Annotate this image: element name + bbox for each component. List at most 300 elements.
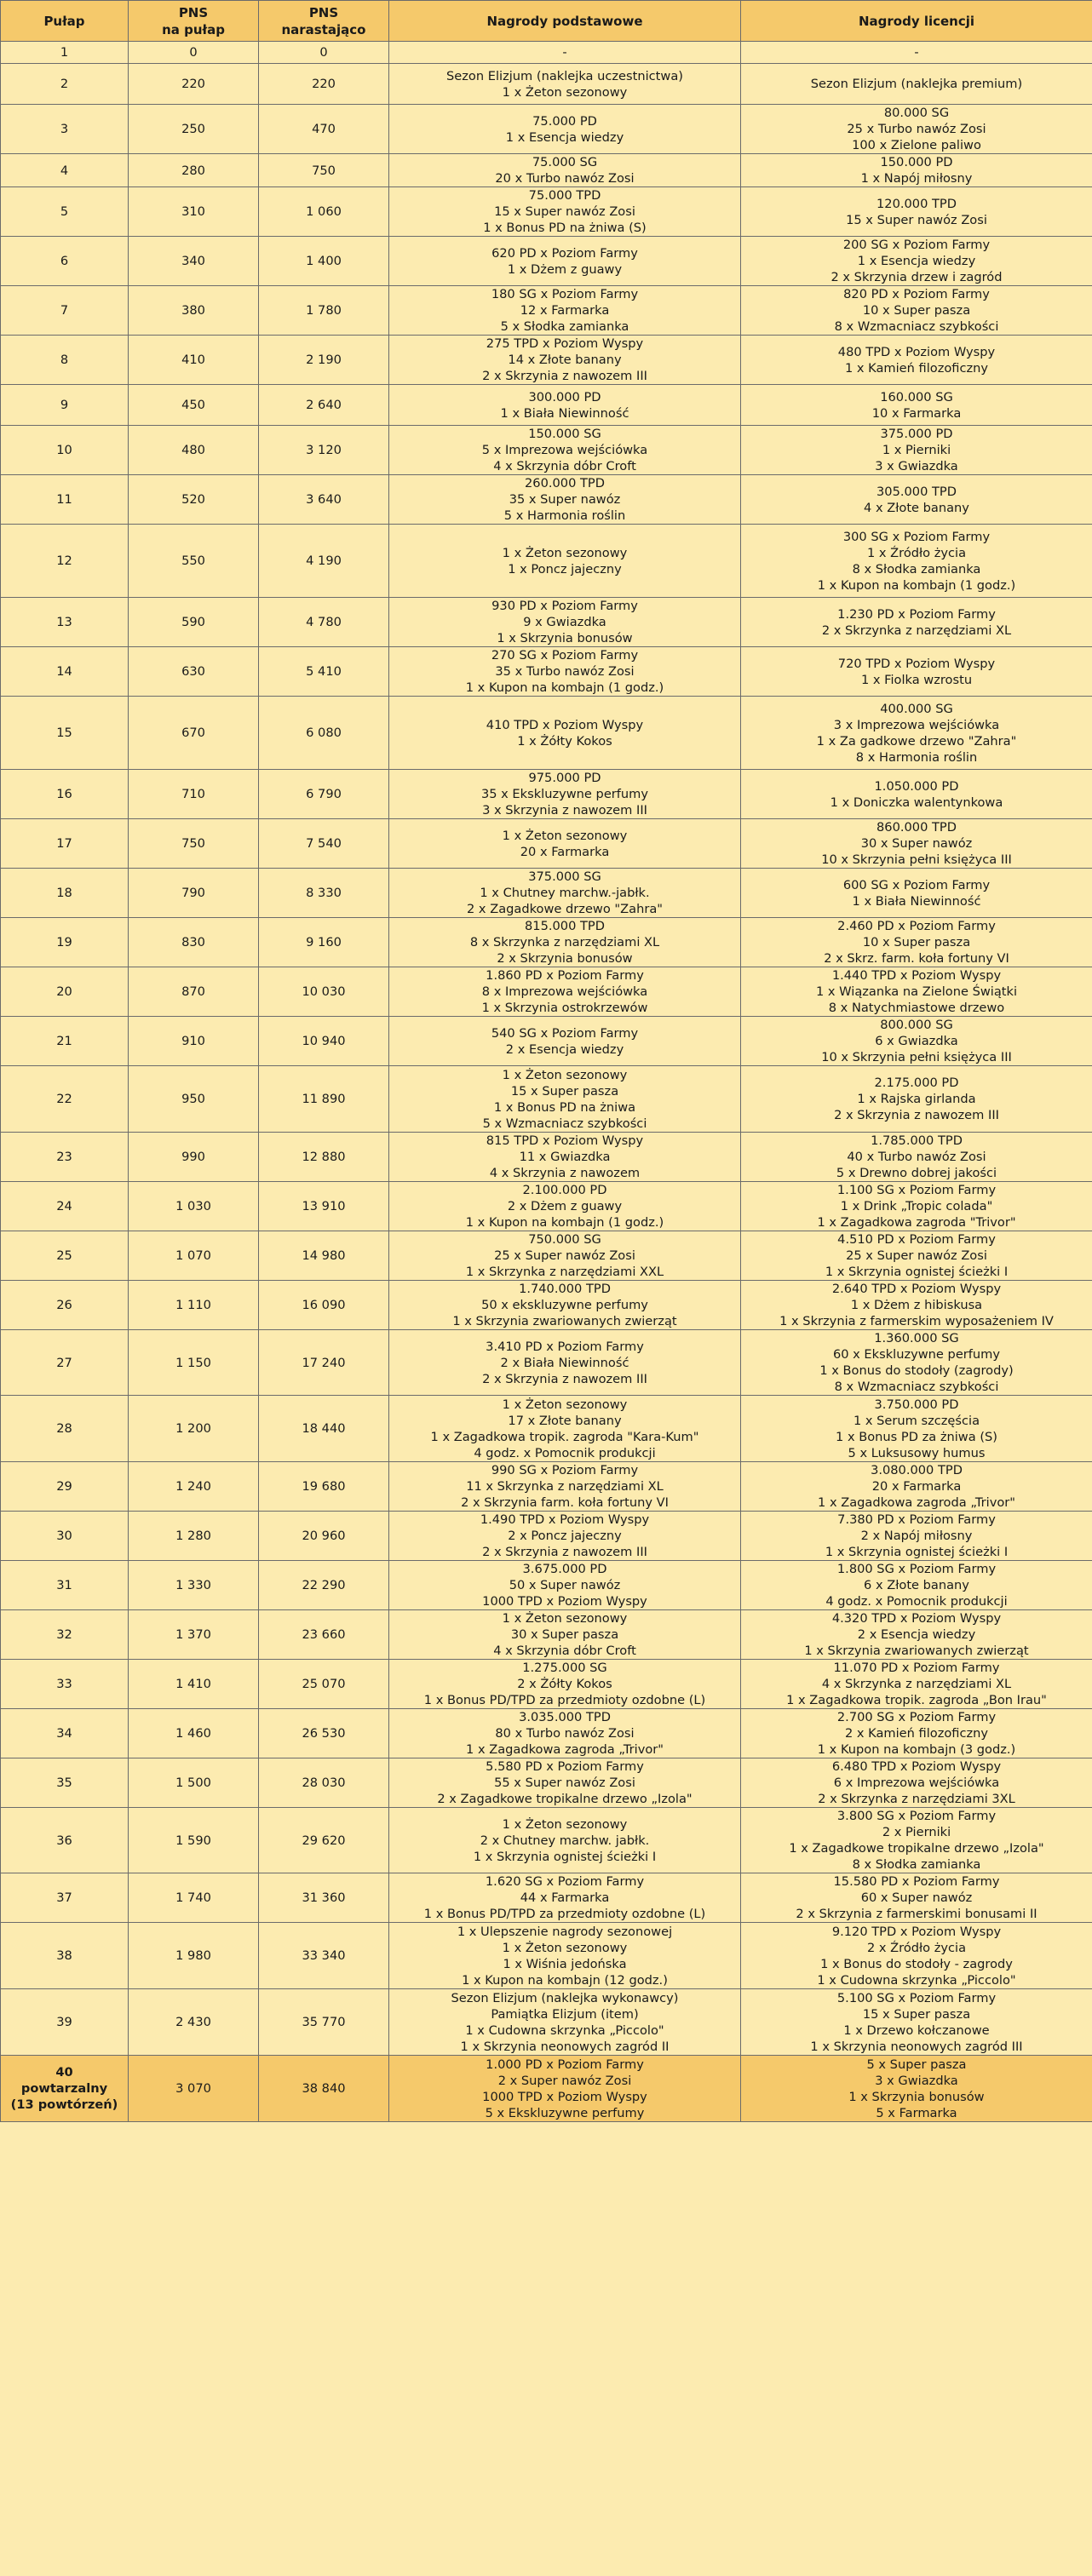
cell-pns-cumulative [259, 1281, 389, 1330]
cell-value: 13 910 [302, 1199, 346, 1213]
cell-pns-cumulative [259, 1017, 389, 1066]
cell-line: 8 x Skrzynka z narzędziami XL [469, 935, 660, 950]
cell-line: 2 x Zagadkowe tropikalne drzewo „Izola" [437, 1792, 693, 1806]
cell-pns-cumulative [259, 336, 389, 385]
header-license-rewards: Nagrody licencji [741, 1, 1092, 42]
cell-value: 380 [181, 303, 205, 318]
cell-line: 21 [56, 1034, 72, 1048]
table-row [1, 1462, 1092, 1512]
cell-line: 2 x Skrzynia z nawozem III [482, 369, 647, 383]
cell-license-rewards [741, 918, 1092, 967]
cell-pns-cumulative [259, 426, 389, 475]
cell-pns-cumulative [259, 598, 389, 647]
cell-value: 20 960 [302, 1529, 346, 1543]
cell-line: 480 TPD x Poziom Wyspy [837, 344, 996, 359]
cell-level [1, 1610, 129, 1660]
cell-line: 1.440 TPD x Poziom Wyspy [831, 968, 1002, 983]
cell-basic-rewards [389, 1989, 741, 2056]
cell-level [1, 770, 129, 819]
cell-line: 200 SG x Poziom Farmy [842, 238, 991, 252]
cell-line: 10 x Skrzynia pełni księżyca III [821, 852, 1012, 867]
cell-basic-rewards [389, 2056, 741, 2122]
cell-line: 36 [56, 1833, 72, 1848]
cell-line: 1 x Skrzynia zwariowanych zwierząt [452, 1314, 677, 1328]
cell-level [1, 336, 129, 385]
cell-basic-rewards [389, 1017, 741, 1066]
cell-basic-rewards [389, 385, 741, 426]
cell-line: 55 x Super nawóz Zosi [494, 1776, 635, 1790]
cell-line: 800.000 SG [880, 1018, 953, 1032]
cell-level [1, 1709, 129, 1758]
cell-pns-cumulative [259, 475, 389, 525]
cell-line: 80.000 SG [883, 106, 950, 120]
cell-line: 2 x Skrzynka z narzędziami XL [821, 622, 1012, 638]
cell-line: 1 x Skrzynia neonowych zagród III [810, 2039, 1023, 2054]
cell-license-rewards [741, 1281, 1092, 1330]
cell-value: 10 940 [302, 1034, 346, 1048]
cell-line: 30 x Super pasza [510, 1627, 619, 1642]
cell-pns-per-level [129, 1017, 259, 1066]
cell-license-rewards [741, 1017, 1092, 1066]
cell-license-rewards [741, 1660, 1092, 1709]
cell-line: 8 x Wzmacniacz szybkości [834, 319, 999, 334]
cell-line: 19 [56, 935, 72, 950]
cell-line: 5 [60, 204, 69, 219]
cell-level [1, 1066, 129, 1133]
cell-line: 3 x Gwiazdka [875, 459, 958, 473]
cell-line: 2 x Pierniki [882, 1825, 951, 1839]
cell-value: 250 [181, 122, 205, 136]
table-row [1, 770, 1092, 819]
table-row [1, 1873, 1092, 1923]
cell-line: 3 [60, 122, 69, 136]
cell-pns-cumulative [259, 869, 389, 918]
cell-line: 1 x Bonus PD/TPD za przedmioty ozdobne (L) [423, 1907, 706, 1921]
cell-line: 8 x Słodka zamianka [852, 561, 981, 577]
cell-value: 1 780 [306, 303, 342, 318]
cell-value: 25 070 [302, 1677, 346, 1691]
cell-line: 300.000 PD [528, 389, 601, 404]
cell-basic-rewards [389, 1660, 741, 1709]
cell-line: 1 x Serum szczęścia [853, 1413, 980, 1428]
table-row [1, 42, 1092, 64]
cell-level [1, 426, 129, 475]
cell-line: 750.000 SG [528, 1232, 601, 1247]
cell-value: 1 370 [175, 1627, 211, 1642]
cell-pns-cumulative [259, 64, 389, 105]
cell-line: 1 x Bonus PD za żniwa (S) [836, 1429, 997, 1444]
cell-value: 12 880 [302, 1150, 346, 1164]
table-row [1, 598, 1092, 647]
table-row [1, 1709, 1092, 1758]
cell-basic-rewards [389, 286, 741, 336]
cell-value: 870 [181, 984, 205, 999]
cell-line: 1000 TPD x Poziom Wyspy [482, 2089, 647, 2104]
cell-line: 5 x Farmarka [876, 2105, 957, 2120]
cell-basic-rewards [389, 1133, 741, 1182]
cell-line: 37 [56, 1890, 72, 1905]
cell-basic-rewards [389, 237, 741, 286]
cell-line: 120.000 TPD [876, 196, 957, 211]
cell-line: 1 x Skrzynia ostrokrzewów [481, 1001, 648, 1015]
cell-line: 2.100.000 PD [522, 1183, 607, 1197]
cell-value: 950 [181, 1092, 205, 1106]
cell-line: 11.070 PD x Poziom Farmy [833, 1661, 1000, 1675]
cell-line: 5 x Ekskluzywne perfumy [485, 2105, 645, 2120]
cell-value: 550 [181, 554, 205, 568]
cell-line: 1 x Za gadkowe drzewo "Zahra" [816, 733, 1017, 749]
cell-license-rewards [741, 154, 1092, 187]
cell-value: 1 400 [306, 254, 342, 268]
cell-pns-cumulative [259, 42, 389, 64]
cell-pns-per-level [129, 1610, 259, 1660]
cell-value: 3 070 [175, 2081, 211, 2096]
cell-value: 11 890 [302, 1092, 346, 1106]
cell-line: 8 x Imprezowa wejściówka [481, 984, 648, 999]
cell-line: 9 [60, 398, 69, 412]
cell-line: 1 x Skrzynka z narzędziami XXL [465, 1265, 664, 1279]
cell-line: 375.000 PD [880, 427, 953, 441]
cell-pns-per-level [129, 1989, 259, 2056]
cell-basic-rewards [389, 819, 741, 869]
cell-value: 9 160 [306, 935, 342, 950]
cell-value: 31 360 [302, 1890, 346, 1905]
cell-license-rewards [741, 1989, 1092, 2056]
cell-value: 28 030 [302, 1776, 346, 1790]
cell-line: 1.275.000 SG [522, 1661, 607, 1675]
table-row [1, 1610, 1092, 1660]
cell-value: 19 680 [302, 1479, 346, 1494]
cell-level [1, 1330, 129, 1396]
cell-line: 930 PD x Poziom Farmy [491, 599, 638, 613]
cell-line: 30 x Super nawóz [860, 836, 973, 851]
cell-line: 25 [56, 1248, 72, 1263]
cell-license-rewards [741, 1610, 1092, 1660]
cell-value: 5 410 [306, 664, 342, 679]
cell-level [1, 819, 129, 869]
cell-line: 23 [56, 1150, 72, 1164]
cell-line: 13 [56, 615, 72, 629]
cell-line: 1 x Żeton sezonowy [502, 1397, 628, 1412]
cell-line: 600 SG x Poziom Farmy [842, 877, 991, 892]
cell-license-rewards [741, 819, 1092, 869]
cell-basic-rewards [389, 105, 741, 154]
cell-line: 1 x Doniczka walentynkowa [830, 795, 1003, 810]
table-row [1, 1017, 1092, 1066]
cell-line: 2 x Skrzynia z farmerskimi bonusami II [796, 1907, 1037, 1921]
cell-line: 31 [56, 1578, 72, 1592]
cell-line: 4 x Złote banany [864, 500, 969, 515]
cell-line: 2 x Esencja wiedzy [505, 1041, 624, 1057]
cell-basic-rewards [389, 475, 741, 525]
cell-value: 670 [181, 726, 205, 740]
cell-pns-cumulative [259, 918, 389, 967]
cell-line: - [562, 45, 567, 60]
cell-basic-rewards [389, 647, 741, 697]
cell-line: 1.800 SG x Poziom Farmy [836, 1562, 997, 1576]
cell-line: 4 godz. x Pomocnik produkcji [474, 1445, 656, 1460]
cell-line: 35 x Turbo nawóz Zosi [495, 664, 635, 679]
cell-value: 6 080 [306, 726, 342, 740]
cell-line: 1 x Żeton sezonowy [502, 1067, 628, 1082]
table-row [1, 64, 1092, 105]
cell-pns-per-level [129, 1660, 259, 1709]
cell-value: 4 190 [306, 554, 342, 568]
cell-line: 2 x Skrzynia z nawozem III [834, 1108, 999, 1122]
cell-line: 1 x Cudowna skrzynka „Piccolo" [817, 1972, 1016, 1988]
cell-level [1, 187, 129, 237]
cell-line: 1 x Skrzynia bonusów [848, 2089, 985, 2104]
cell-line: 18 [56, 886, 72, 900]
cell-value: 8 330 [306, 886, 342, 900]
cell-line: 820 PD x Poziom Farmy [843, 287, 990, 301]
cell-pns-cumulative [259, 1066, 389, 1133]
cell-pns-cumulative [259, 1396, 389, 1462]
cell-value: 710 [181, 787, 205, 801]
cell-license-rewards [741, 1808, 1092, 1873]
cell-line: 1 x Żeton sezonowy [502, 1940, 628, 1955]
table-row [1, 1660, 1092, 1709]
cell-value: 1 460 [175, 1726, 211, 1741]
cell-line: 10 x Super pasza [862, 303, 971, 318]
cell-line: 1 x Bonus do stodoły (zagrody) [819, 1363, 1014, 1378]
cell-line: 150.000 SG [528, 427, 601, 441]
cell-line: 260.000 TPD [525, 476, 605, 491]
cell-line: 22 [56, 1092, 72, 1106]
cell-line: 5 x Harmonia roślin [503, 508, 626, 523]
cell-line: 1 x Żeton sezonowy [502, 1816, 628, 1832]
cell-pns-cumulative [259, 1561, 389, 1610]
cell-line: 3 x Skrzynia z nawozem III [482, 803, 647, 818]
cell-line: 3.800 SG x Poziom Farmy [836, 1809, 997, 1823]
cell-value: 520 [181, 492, 205, 507]
cell-line: 2 x Skrz. farm. koła fortuny VI [824, 951, 1009, 966]
cell-line: 39 [56, 2015, 72, 2029]
cell-line: 35 x Super nawóz [509, 492, 621, 507]
table-row [1, 918, 1092, 967]
cell-value: 450 [181, 398, 205, 412]
cell-level [1, 918, 129, 967]
cell-line: Sezon Elizjum (naklejka wykonawcy) [451, 1990, 679, 2005]
cell-line: 29 [56, 1479, 72, 1494]
cell-pns-per-level [129, 1758, 259, 1808]
cell-pns-per-level [129, 1396, 259, 1462]
cell-line: 12 [56, 554, 72, 568]
table-row [1, 1396, 1092, 1462]
cell-line: 6 x Gwiazdka [875, 1034, 958, 1048]
table-row [1, 1231, 1092, 1281]
cell-line: 10 [56, 443, 72, 457]
cell-line: 2 x Poncz jajeczny [508, 1529, 622, 1543]
cell-license-rewards [741, 426, 1092, 475]
cell-value: 910 [181, 1034, 205, 1048]
cell-line: 4 [60, 163, 69, 178]
cell-level [1, 1396, 129, 1462]
cell-line: Pamiątka Elizjum (item) [491, 2006, 639, 2022]
cell-line: 1 x Kupon na kombajn (1 godz.) [817, 577, 1016, 593]
cell-level [1, 1758, 129, 1808]
cell-basic-rewards [389, 64, 741, 105]
cell-line: powtarzalny [20, 2081, 108, 2096]
cell-pns-cumulative [259, 770, 389, 819]
cell-value: 310 [181, 204, 205, 219]
cell-line: 75.000 TPD [528, 188, 601, 203]
cell-line: 2 x Żółty Kokos [517, 1677, 612, 1691]
cell-basic-rewards [389, 1330, 741, 1396]
cell-line: 3.035.000 TPD [519, 1710, 611, 1724]
table-row [1, 1133, 1092, 1182]
table-row [1, 154, 1092, 187]
cell-value: 220 [181, 77, 205, 91]
cell-pns-per-level [129, 237, 259, 286]
cell-value: 480 [181, 443, 205, 457]
cell-line: 4 x Skrzynia z nawozem [489, 1166, 641, 1180]
cell-line: 2 x Skrzynka z narzędziami 3XL [818, 1792, 1015, 1806]
cell-line: 80 x Turbo nawóz Zosi [495, 1726, 635, 1741]
cell-pns-per-level [129, 869, 259, 918]
table-row [1, 286, 1092, 336]
cell-line: 2.700 SG x Poziom Farmy [836, 1710, 997, 1724]
cell-line: 1 x Kupon na kombajn (1 godz.) [465, 1215, 664, 1230]
cell-line: 1 x Kupon na kombajn (3 godz.) [817, 1742, 1016, 1757]
cell-line: 1 x Pierniki [882, 443, 951, 457]
cell-line: 270 SG x Poziom Farmy [491, 648, 639, 663]
cell-line: 150.000 PD [880, 155, 953, 169]
cell-level [1, 1281, 129, 1330]
cell-value: 1 500 [175, 1776, 211, 1790]
header-row [1, 1, 1092, 42]
cell-line: 1 x Zagadkowa tropik. zagroda „Bon Irau" [786, 1693, 1047, 1707]
cell-line: 24 [56, 1199, 72, 1213]
cell-line: 6.480 TPD x Poziom Wyspy [831, 1759, 1002, 1774]
cell-pns-cumulative [259, 286, 389, 336]
cell-value: 14 980 [302, 1248, 346, 1263]
cell-value: 35 770 [302, 2015, 346, 2029]
cell-level [1, 385, 129, 426]
cell-basic-rewards [389, 1923, 741, 1989]
cell-line: 25 x Super nawóz Zosi [846, 1248, 987, 1263]
cell-pns-per-level [129, 697, 259, 770]
cell-line: 540 SG x Poziom Farmy [491, 1025, 639, 1041]
cell-pns-per-level [129, 154, 259, 187]
cell-value: 2 430 [175, 2015, 211, 2029]
cell-level [1, 1133, 129, 1182]
cell-line: 2 x Zagadkowe drzewo "Zahra" [467, 902, 663, 916]
cell-pns-per-level [129, 1133, 259, 1182]
cell-line: 14 x Złote banany [508, 353, 622, 367]
cell-value: 38 840 [302, 2081, 346, 2096]
cell-pns-per-level [129, 42, 259, 64]
cell-line: 1 x Biała Niewinność [500, 405, 629, 421]
table-row [1, 105, 1092, 154]
cell-line: 8 x Słodka zamianka [852, 1857, 981, 1872]
cell-line: 6 [60, 254, 69, 268]
cell-license-rewards [741, 237, 1092, 286]
cell-value: 1 200 [175, 1421, 211, 1436]
cell-line: 1 x Poncz jajeczny [508, 561, 622, 577]
cell-license-rewards [741, 187, 1092, 237]
cell-line: 1.620 SG x Poziom Farmy [485, 1874, 645, 1889]
cell-line: 9.120 TPD x Poziom Wyspy [831, 1924, 1002, 1939]
cell-level [1, 1017, 129, 1066]
cell-line: 10 x Farmarka [871, 405, 962, 421]
cell-value: 590 [181, 615, 205, 629]
cell-line: 1 x Dżem z guawy [507, 261, 623, 277]
table-row [1, 187, 1092, 237]
cell-pns-per-level [129, 336, 259, 385]
cell-value: 1 980 [175, 1948, 211, 1963]
cell-line: Sezon Elizjum (naklejka uczestnictwa) [446, 68, 683, 83]
cell-line: - [914, 45, 919, 60]
cell-line: 7.380 PD x Poziom Farmy [837, 1512, 996, 1527]
cell-license-rewards [741, 1133, 1092, 1182]
cell-line: 8 x Natychmiastowe drzewo [828, 1001, 1005, 1015]
cell-line: 4 godz. x Pomocnik produkcji [825, 1594, 1008, 1609]
cell-line: 2 x Skrzynia z nawozem III [482, 1371, 647, 1386]
cell-value: 0 [319, 45, 328, 60]
cell-line: 3.410 PD x Poziom Farmy [486, 1339, 644, 1354]
cell-line: 8 [60, 353, 69, 367]
cell-line: 5 x Wzmacniacz szybkości [482, 1116, 647, 1131]
cell-pns-cumulative [259, 697, 389, 770]
cell-license-rewards [741, 1231, 1092, 1281]
cell-pns-per-level [129, 1873, 259, 1923]
cell-level [1, 1462, 129, 1512]
cell-basic-rewards [389, 1561, 741, 1610]
cell-line: 2 x Skrzynia z nawozem III [482, 1545, 647, 1559]
cell-level [1, 1182, 129, 1231]
cell-line: 975.000 PD [528, 771, 601, 785]
cell-line: 4 x Skrzynia dóbr Croft [493, 1644, 636, 1658]
table-row [1, 1281, 1092, 1330]
cell-pns-per-level [129, 1281, 259, 1330]
cell-line: 1 x Kupon na kombajn (1 godz.) [465, 680, 664, 695]
cell-line: 2.175.000 PD [874, 1076, 959, 1090]
cell-value: 2 640 [306, 398, 342, 412]
cell-license-rewards [741, 770, 1092, 819]
cell-line: 2 x Napój miłosny [860, 1529, 973, 1543]
cell-line: 27 [56, 1355, 72, 1370]
cell-line: 2 x Skrzynia farm. koła fortuny VI [461, 1495, 669, 1510]
cell-line: 5 x Imprezowa wejściówka [481, 443, 648, 457]
cell-license-rewards [741, 1758, 1092, 1808]
cell-license-rewards [741, 286, 1092, 336]
cell-line: 2 [60, 77, 69, 91]
cell-basic-rewards [389, 1231, 741, 1281]
header-pns-per-level: PNS na pułap [129, 1, 259, 42]
cell-line: 11 x Gwiazdka [519, 1150, 611, 1164]
cell-license-rewards [741, 1512, 1092, 1561]
cell-line: 16 [56, 787, 72, 801]
cell-line: 75.000 SG [532, 155, 598, 169]
cell-basic-rewards [389, 426, 741, 475]
cell-pns-cumulative [259, 2056, 389, 2122]
cell-pns-per-level [129, 1231, 259, 1281]
cell-license-rewards [741, 1923, 1092, 1989]
cell-line: 2 x Źródło życia [866, 1940, 967, 1955]
cell-line: 815.000 TPD [525, 919, 605, 933]
cell-line: 60 x Super nawóz [860, 1890, 973, 1905]
cell-value: 410 [181, 353, 205, 367]
cell-level [1, 1231, 129, 1281]
cell-pns-cumulative [259, 1808, 389, 1873]
table-row [1, 819, 1092, 869]
cell-pns-per-level [129, 647, 259, 697]
cell-line: 2 x Esencja wiedzy [857, 1627, 976, 1642]
cell-line: 5 x Słodka zamianka [500, 319, 629, 334]
cell-pns-cumulative [259, 385, 389, 426]
cell-license-rewards [741, 1709, 1092, 1758]
